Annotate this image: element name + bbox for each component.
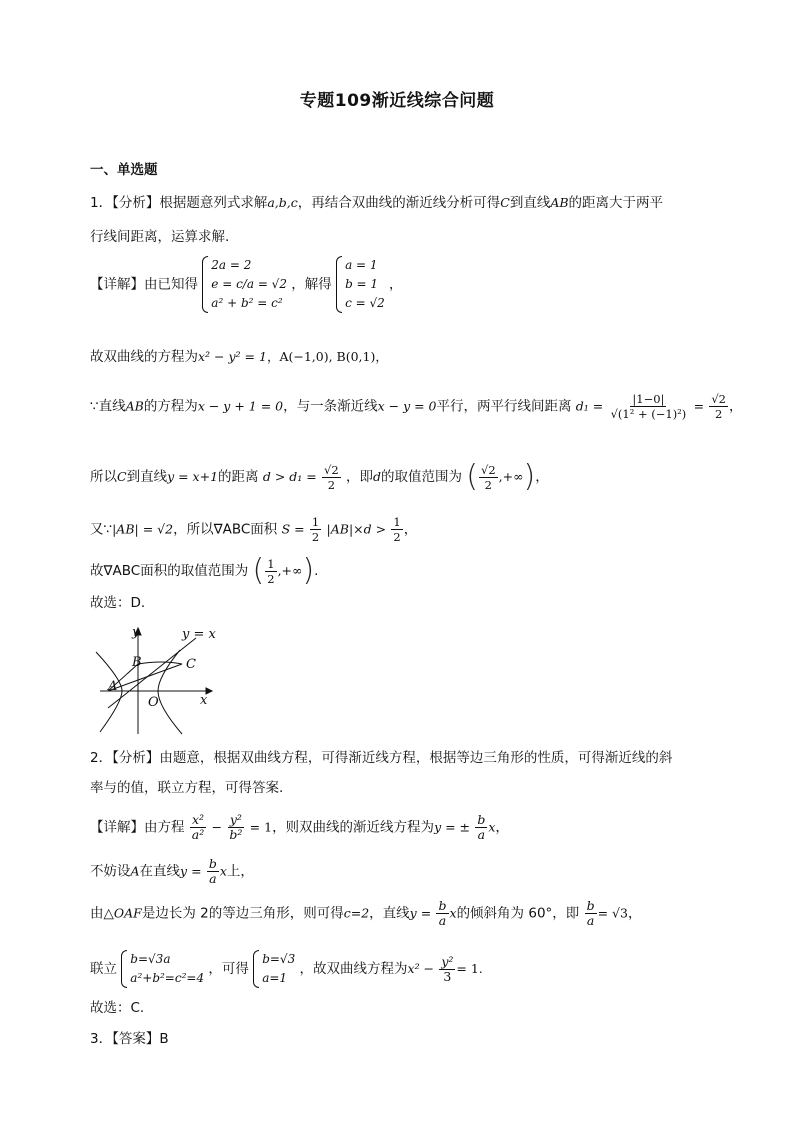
q1-analysis-line1: 1．【分析】根据题意列式求解a,b,c，再结合双曲线的渐近线分析可得C到直线AB的距离大于两平: [90, 195, 664, 211]
label-line: y = x: [182, 627, 216, 642]
label-c: C: [186, 657, 196, 672]
q1-line-ab: ∵直线AB的方程为x − y + 1 = 0，与一条渐近线x − y = 0平行，两平行线间距离 d₁ = $\frac{|1-0|}{\text{√(1² + (−1)²)}}$ = $\frac{√2}{2}$ ，: [90, 392, 743, 421]
label-o: O: [148, 695, 159, 710]
section-heading: 一、单选题: [90, 162, 158, 178]
label-b: B: [132, 655, 142, 670]
q2-detail-line4: 联立 b=√3a a²+b²=c²=4 ，可得 b=√3 a=1 ，故双曲线方程为x² − $\frac{\text{y²}}{3}$ = 1.: [90, 950, 483, 988]
q2-detail-line3: 由△OAF是边长为 2的等边三角形，则可得c=2，直线y = $\frac{b}{a}$ x的倾斜角为 60°，即 $\frac{b}{a}$ = √3，: [90, 898, 642, 928]
page-title: 专题109渐近线综合问题: [299, 91, 495, 111]
q1-answer: 故选：D.: [90, 595, 146, 611]
q2-detail-line2: 不妨设A在直线y = $\frac{b}{a}$ x上，: [90, 856, 254, 886]
label-y: y: [132, 625, 140, 640]
system-1: 2a = 2 e = c/a = √2 a² + b² = c²: [202, 256, 287, 313]
q2-analysis-line1: 2．【分析】由题意，根据双曲线方程，可得渐近线方程，根据等边三角形的性质，可得渐近线的斜: [90, 750, 673, 766]
system-2: a = 1 b = 1 c = √2: [336, 256, 385, 313]
distance-fraction: $\frac{|1-0|}{\text{√(1² + (−1)²)}}$: [610, 392, 687, 421]
label-x: x: [200, 693, 208, 708]
segment-bc: [138, 662, 182, 664]
q3-answer: 3．【答案】B: [90, 1031, 169, 1047]
q2-answer: 故选：C.: [90, 1000, 145, 1016]
q1-distance-range: 所以C到直线y = x+1的距离 d > d₁ = $\frac{√2}{2}$ ，即d的取值范围为 ( $\frac{√2}{2}$ ,+∞ ) ，: [90, 459, 549, 494]
q1-area-ineq: 又∵|AB| = √2，所以∇ABC面积 S = $\frac{1}{2}$ |AB|×d > $\frac{1}{2}$ ，: [90, 515, 418, 544]
q2-detail-line1: 【详解】由方程 $\frac{\text{x²}}{\text{a²}}$ − $\frac{\text{y²}}{\text{b²}}$ = 1，则双曲线的渐近线方程为y = ± $\frac{b}{a}$ x，: [90, 812, 509, 842]
segment-ac: [108, 664, 182, 691]
q2-analysis-line2: 率与的值，联立方程，可得答案.: [90, 780, 284, 796]
q1-analysis-line2: 行线间距离，运算求解.: [90, 229, 230, 245]
hyperbola-graph: [92, 622, 222, 738]
q1-area-range: 故∇ABC面积的取值范围为 ( $\frac{1}{2}$ ,+∞ ) .: [90, 553, 319, 588]
q1-hyperbola-eq: 故双曲线的方程为x² − y² = 1，A(−1,0), B(0,1)，: [90, 349, 388, 365]
q1-detail-system: 【详解】由已知得 2a = 2 e = c/a = √2 a² + b² = c² ，解得 a = 1 b = 1 c = √2 ，: [90, 256, 403, 313]
label-a: A: [108, 679, 118, 694]
